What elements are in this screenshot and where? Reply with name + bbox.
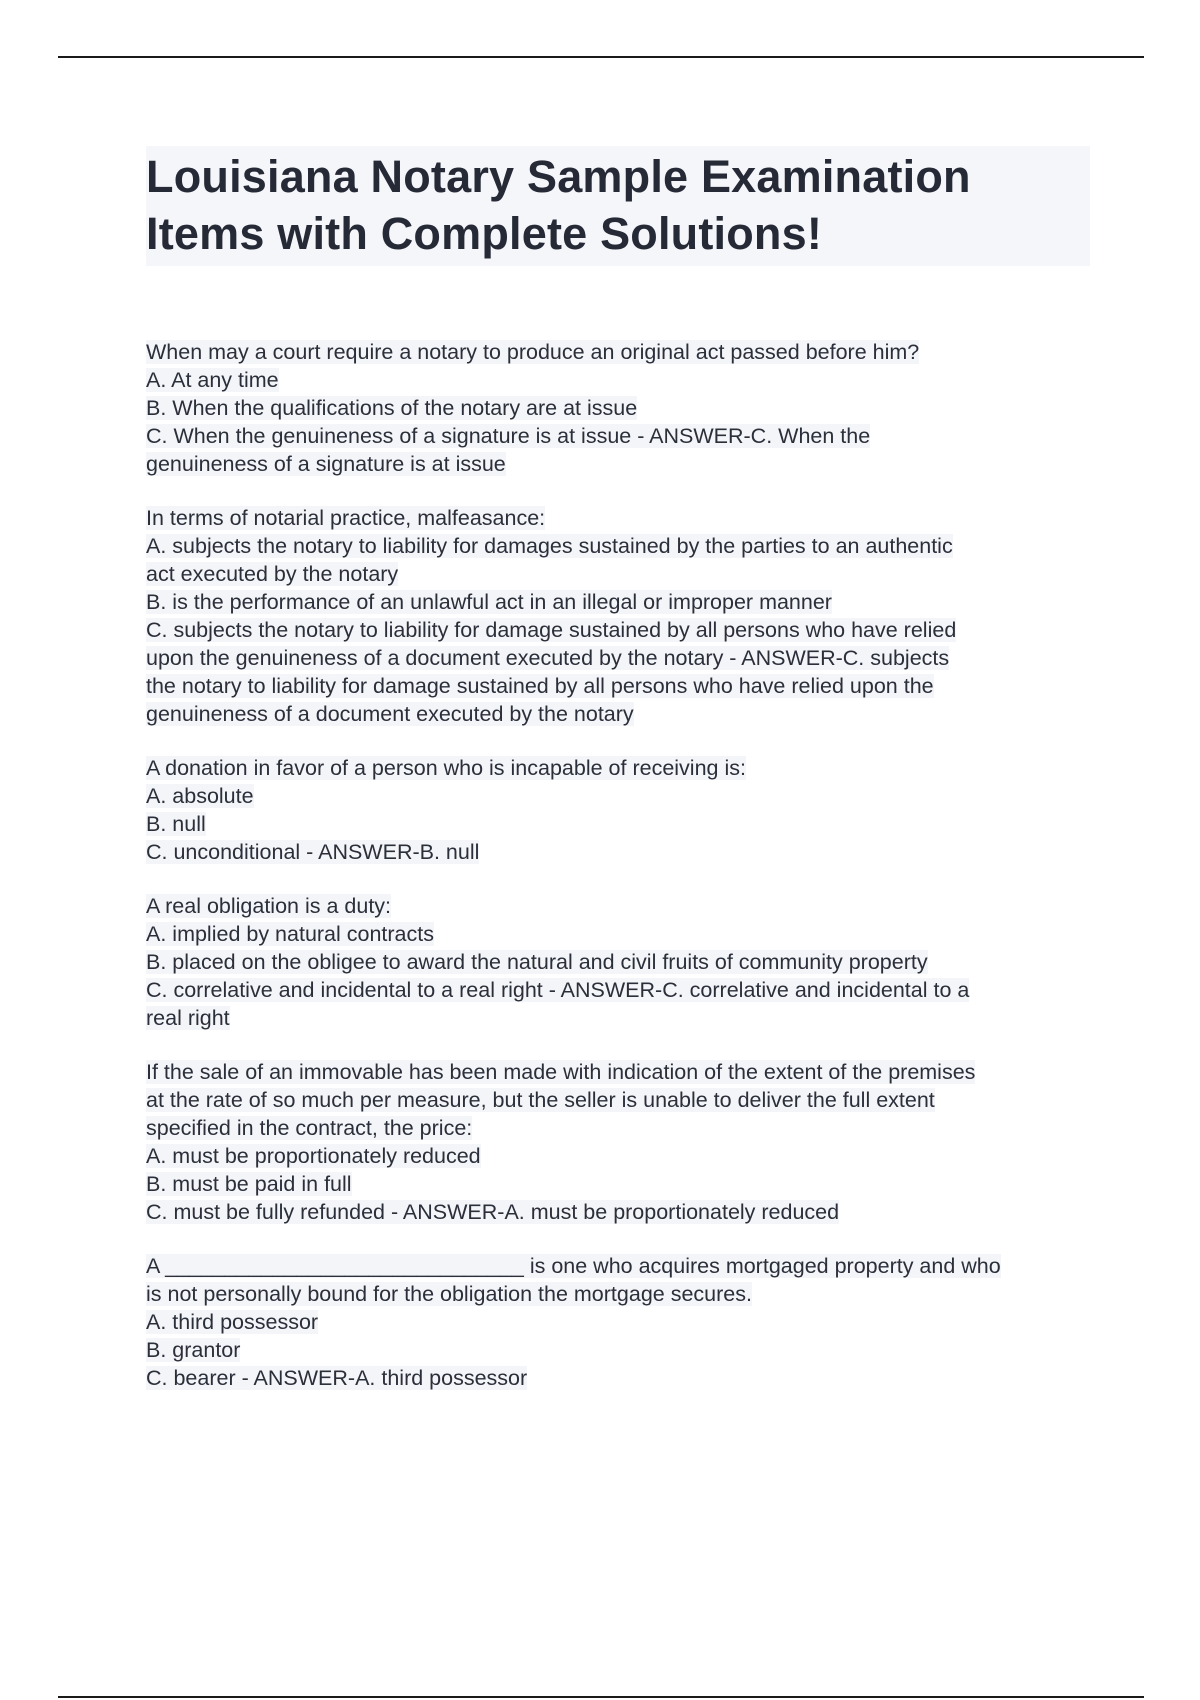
question-item [146,892,1086,1032]
option-text: C. subjects the notary to liability for damage sustained by all persons who have relied [146,618,957,642]
top-rule [58,56,1144,58]
option-text: B. null [146,812,206,836]
option-text: B. When the qualifications of the notary are at issue [146,396,638,420]
question-text: specified in the contract, the price: [146,1116,473,1140]
option-text: A. implied by natural contracts [146,922,434,946]
option-answer-text: C. When the genuineness of a signature is at issue - ANSWER-C. When the [146,424,871,448]
question-item [146,754,1086,866]
question-text: is not personally bound for the obligation the mortgage secures. [146,1282,752,1306]
option-text: A. At any time [146,368,279,392]
option-answer-text: C. unconditional - ANSWER-B. null [146,840,480,864]
question-text: When may a court require a notary to produce an original act passed before him? [146,340,920,364]
question-text: In terms of notarial practice, malfeasance: [146,506,546,530]
answer-text: real right [146,1006,230,1030]
document-title [146,146,1090,266]
title-line: Items with Complete Solutions! [146,208,823,259]
question-text: A real obligation is a duty: [146,894,392,918]
question-item [146,1252,1086,1392]
option-answer-text: C. must be fully refunded - ANSWER-A. must be proportionately reduced [146,1200,840,1224]
option-text: act executed by the notary [146,562,399,586]
option-text: B. is the performance of an unlawful act in an illegal or improper manner [146,590,832,614]
option-text: B. grantor [146,1338,241,1362]
question-text: at the rate of so much per measure, but the seller is unable to deliver the full extent [146,1088,935,1112]
option-text: A. must be proportionately reduced [146,1144,481,1168]
option-text: A. subjects the notary to liability for damages sustained by the parties to an authentic [146,534,953,558]
question-text: A donation in favor of a person who is incapable of receiving is: [146,756,746,780]
question-item [146,1058,1086,1226]
option-text: B. must be paid in full [146,1172,352,1196]
question-item [146,338,1086,478]
answer-text: the notary to liability for damage sustained by all persons who have relied upon the [146,674,934,698]
answer-text: genuineness of a signature is at issue [146,452,506,476]
question-list [146,338,1086,1418]
option-answer-text: C. bearer - ANSWER-A. third possessor [146,1366,528,1390]
option-text: B. placed on the obligee to award the natural and civil fruits of community property [146,950,928,974]
title-line: Louisiana Notary Sample Examination [146,151,971,202]
option-answer-text: C. correlative and incidental to a real right - ANSWER-C. correlative and incidental to a [146,978,970,1002]
question-text: If the sale of an immovable has been made with indication of the extent of the premises [146,1060,976,1084]
bottom-rule [58,1696,1144,1698]
option-text: A. third possessor [146,1310,319,1334]
answer-text: genuineness of a document executed by the notary [146,702,634,726]
option-answer-text: upon the genuineness of a document executed by the notary - ANSWER-C. subjects [146,646,950,670]
question-item [146,504,1086,728]
option-text: A. absolute [146,784,254,808]
question-text: A ______________________________ is one who acquires mortgaged property and who [146,1254,1001,1278]
